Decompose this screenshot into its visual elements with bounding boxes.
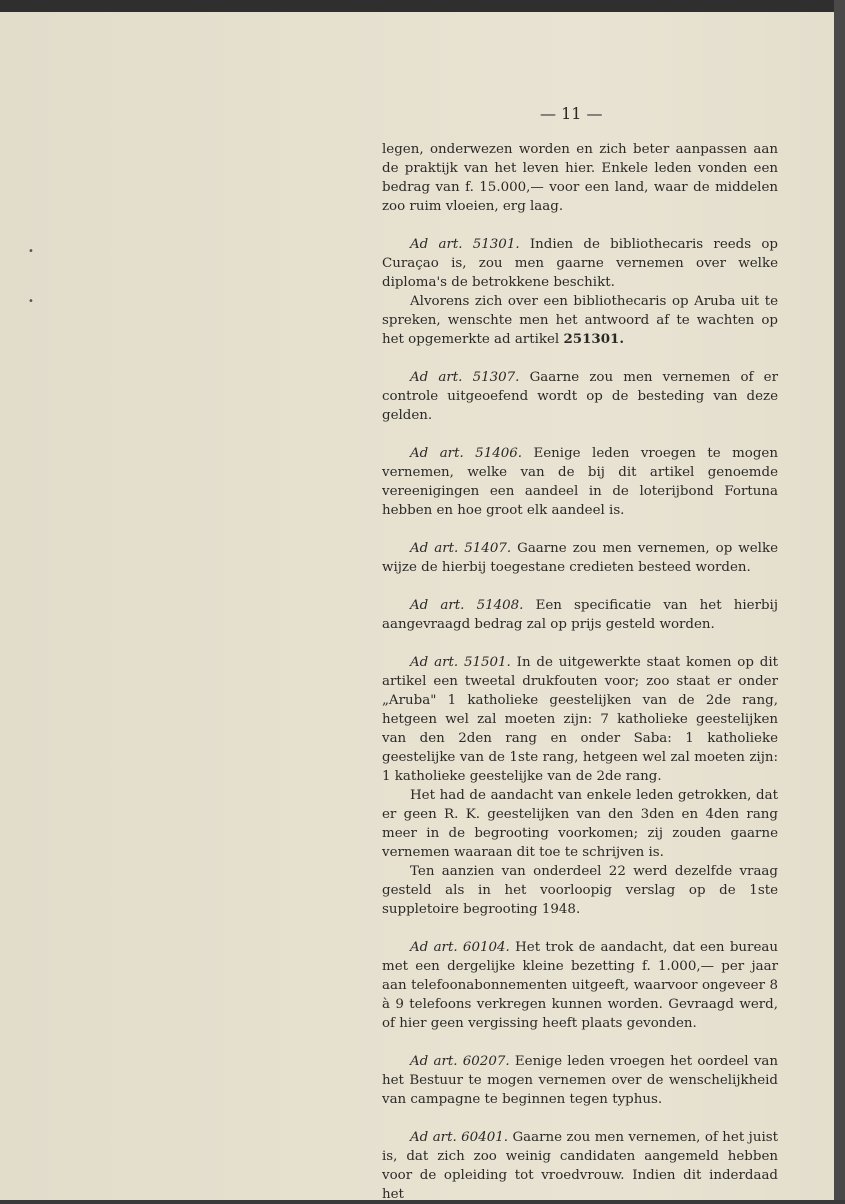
article-reference: Ad art. 51407. — [410, 541, 512, 556]
paragraph-art-51407 — [382, 539, 778, 577]
paragraph-aruba-librarian — [382, 292, 778, 349]
paragraph-text: Ten aanzien van onderdeel 22 werd dezelfde vraag gesteld als in het voorloopig verslag op de 1ste suppletoire begrooting 1948. — [382, 864, 778, 917]
paragraph-art-60207 — [382, 1052, 778, 1109]
article-number-bold: 251301. — [563, 331, 625, 347]
paragraph-text: Eenige leden vroegen te mogen vernemen, welke van de bij dit artikel genoemde vereenigingen een aandeel in de loterijbond Fortuna hebben en hoe groot elk aandeel is. — [382, 446, 778, 518]
paragraph-art-60104 — [382, 938, 778, 1033]
article-reference: Ad art. 51301. — [410, 237, 520, 252]
article-reference: Ad art. 51408. — [410, 598, 524, 613]
article-reference: Ad art. 51501. — [410, 655, 511, 670]
document-page — [0, 12, 834, 1200]
paragraph-art-51301 — [382, 235, 778, 292]
paragraph-text: Indien de bibliothecaris reeds op Curaçao is, zou men gaarne vernemen over welke diploma's de betrokkene beschikt. — [382, 237, 778, 290]
paragraph-art-51307 — [382, 368, 778, 425]
paragraph-text: Gaarne zou men vernemen, of het juist is, dat zich zoo weinig candidaten aangemeld hebben voor de opleiding tot vroedvrouw. Indien dit inderdaad het — [382, 1130, 778, 1202]
paragraph-text: Een specificatie van het hierbij aangevraagd bedrag zal op prijs gesteld worden. — [382, 598, 778, 632]
text-column — [382, 140, 778, 1204]
article-reference: Ad art. 51406. — [410, 446, 523, 461]
paragraph-rk-clergy — [382, 786, 778, 862]
article-reference: Ad art. 60401. — [410, 1130, 509, 1145]
paragraph-text: Het trok de aandacht, dat een bureau met een dergelijke kleine bezetting f. 1.000,— per jaar aan telefoonabonnementen uitgeeft, waarvoor ongeveer 8 à 9 telefoons verkregen kunnen worden. Gevraagd werd, of hier geen vergissing heeft plaats gevonden. — [382, 940, 778, 1031]
article-reference: Ad art. 51307. — [410, 370, 520, 385]
paragraph-text: Gaarne zou men vernemen of er controle uitgeoefend wordt op de besteding van deze gelden. — [382, 370, 778, 423]
scan-speck: • — [28, 246, 34, 257]
paragraph-text: Gaarne zou men vernemen, op welke wijze de hierbij toegestane credieten besteed worden. — [382, 541, 778, 575]
page-number: — 11 — — [540, 104, 603, 123]
article-reference: Ad art. 60207. — [410, 1054, 510, 1069]
paragraph-art-51408 — [382, 596, 778, 634]
paragraph-art-51406 — [382, 444, 778, 520]
paragraph-text: Alvorens zich over een bibliothecaris op Aruba uit te spreken, wenschte men het antwoord af te wachten op het opgemerkte ad artikel — [382, 294, 778, 347]
paragraph-text: Eenige leden vroegen het oordeel van het Bestuur te mogen vernemen over de wenschelijkheid van campagne te beginnen tegen typhus. — [382, 1054, 779, 1107]
scan-speck: • — [28, 296, 34, 307]
paragraph-art-60401 — [382, 1128, 778, 1204]
article-reference: Ad art. 60104. — [410, 940, 510, 955]
paragraph-text: In de uitgewerkte staat komen op dit artikel een tweetal drukfouten voor; zoo staat er onder „Aruba" 1 katholieke geestelijken van de 2de rang, hetgeen wel zal moeten zijn: 7 katholieke geestelijken van den 2den rang en onder Saba: 1 katholieke geestelijke van de 1ste rang, hetgeen wel zal moeten zijn: 1 katholieke geestelijke van de 2de rang. — [382, 655, 778, 784]
paragraph-onderdeel-22 — [382, 862, 778, 919]
paragraph-text: legen, onderwezen worden en zich beter aanpassen aan de praktijk van het leven hier. Enkele leden vonden een bedrag van f. 15.000,— voor een land, waar de middelen zoo ruim vloeien, erg laag. — [382, 142, 778, 214]
paragraph-art-51501 — [382, 653, 778, 786]
paragraph-continuation — [382, 140, 778, 216]
paragraph-text: Het had de aandacht van enkele leden getrokken, dat er geen R. K. geestelijken van den 3den en 4den rang meer in de begrooting voorkomen; zij zouden gaarne vernemen waaraan dit toe te schrijven is. — [382, 788, 778, 860]
scan-right-edge — [834, 0, 845, 1200]
